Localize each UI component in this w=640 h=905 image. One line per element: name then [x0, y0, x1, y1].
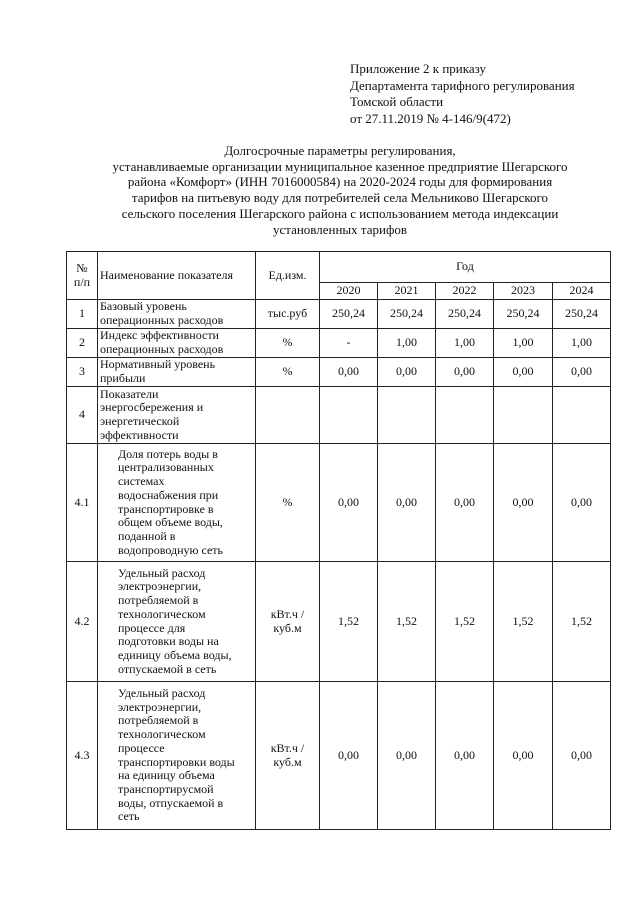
row-number: 4: [67, 387, 98, 444]
row-name-line: транспортировки воды: [118, 754, 235, 769]
row-name-line: технологическом: [118, 606, 206, 621]
table-body: [67, 252, 611, 830]
row-name-line: процессе для: [118, 620, 186, 635]
row-name-line: Базовый уровень: [100, 299, 187, 314]
table-row: [67, 300, 611, 329]
row-name-line: эффективности: [100, 427, 179, 442]
row-name-line: Индекс эффективности: [100, 328, 219, 343]
row-name-line: единицу объема воды,: [118, 647, 232, 662]
header-year: 2021: [378, 283, 436, 300]
row-number: 4.3: [67, 682, 98, 830]
title-line: устанавливаемые организации муниципальное казенное предприятие Шегарского: [112, 158, 568, 174]
row-name-line: на единицу объема: [118, 768, 215, 783]
row-value: 0,00: [436, 444, 494, 562]
row-unit: [256, 300, 320, 329]
row-name-line: поданной в: [118, 528, 176, 543]
header-num-line: п/п: [73, 274, 91, 289]
row-value: 0,00: [553, 358, 611, 387]
header-num-line: №: [76, 260, 88, 275]
row-name: [98, 358, 256, 387]
row-number: 2: [67, 329, 98, 358]
row-name-line: Нормативный уровень: [100, 357, 216, 372]
row-unit-line: %: [282, 364, 293, 379]
row-value: [320, 387, 378, 444]
row-unit-line: куб.м: [273, 754, 302, 769]
row-name-line: отпускаемой в сеть: [118, 661, 217, 676]
row-value: [378, 387, 436, 444]
row-unit: [256, 444, 320, 562]
row-name-line: потребляемой в: [118, 713, 199, 728]
row-unit: [256, 329, 320, 358]
row-name-line: централизованных: [118, 460, 214, 475]
row-value: 1,00: [436, 329, 494, 358]
row-unit-line: кВт.ч /: [270, 740, 305, 755]
row-value: 250,24: [436, 300, 494, 329]
table-row: [67, 444, 611, 562]
row-name: [98, 329, 256, 358]
row-value: [494, 387, 553, 444]
row-unit: [256, 387, 320, 444]
row-value: 1,00: [494, 329, 553, 358]
row-value: 0,00: [494, 358, 553, 387]
row-number: 1: [67, 300, 98, 329]
row-name-line: водоснабжения при: [118, 487, 219, 502]
table-row: [67, 387, 611, 444]
row-value: 1,00: [378, 329, 436, 358]
row-name-line: транспортировке в: [118, 501, 214, 516]
row-value: 0,00: [553, 444, 611, 562]
row-number: 4.1: [67, 444, 98, 562]
header-year: 2020: [320, 283, 378, 300]
row-name-line: Показатели: [100, 386, 159, 401]
row-value: 1,52: [320, 562, 378, 682]
row-name: [98, 387, 256, 444]
header-name: Наименование показателя: [98, 252, 256, 300]
row-name-line: электроэнергии,: [118, 699, 202, 714]
header-row: [67, 252, 611, 283]
row-number: 3: [67, 358, 98, 387]
table-row: [67, 562, 611, 682]
row-value: 0,00: [378, 358, 436, 387]
appendix-note: [350, 61, 575, 127]
row-name-line: потребляемой в: [118, 593, 199, 608]
row-name: [98, 562, 256, 682]
row-name-line: сеть: [118, 809, 140, 824]
header-num: [67, 252, 98, 300]
row-value: 250,24: [553, 300, 611, 329]
row-name-line: операционных расходов: [100, 313, 224, 327]
title-line: Долгосрочные параметры регулирования,: [224, 143, 456, 158]
title-line: тарифов на питьевую воду для потребителей села Мельниково Шегарского: [131, 190, 549, 206]
row-value: 0,00: [320, 682, 378, 830]
row-value: 250,24: [494, 300, 553, 329]
row-value: 250,24: [320, 300, 378, 329]
appendix-line: Томской области: [350, 94, 444, 109]
row-value: 0,00: [320, 444, 378, 562]
row-value: 0,00: [494, 444, 553, 562]
row-name-line: водопроводную сеть: [118, 542, 224, 557]
appendix-line: Департамента тарифного регулирования: [350, 77, 575, 93]
row-unit-line: куб.м: [273, 620, 302, 635]
header-year: 2022: [436, 283, 494, 300]
row-unit: [256, 358, 320, 387]
row-name: [98, 444, 256, 562]
row-name-line: воды, отпускаемой в: [118, 795, 224, 810]
appendix-line: Приложение 2 к приказу: [350, 61, 487, 76]
row-name-line: операционных расходов: [100, 342, 224, 356]
row-unit-line: %: [282, 494, 293, 509]
title-line: района «Комфорт» (ИНН 7016000584) на 2020-2024 годы для формирования: [127, 174, 553, 190]
appendix-line: от 27.11.2019 № 4-146/9(472): [350, 110, 511, 126]
row-name-line: подготовки воды на: [118, 634, 219, 649]
row-value: 1,52: [436, 562, 494, 682]
row-name-line: прибыли: [100, 371, 146, 385]
row-unit: [256, 682, 320, 830]
header-year: 2023: [494, 283, 553, 300]
row-name: [98, 300, 256, 329]
row-value: 0,00: [436, 358, 494, 387]
row-value: 0,00: [494, 682, 553, 830]
row-value: 0,00: [378, 444, 436, 562]
row-name-line: Удельный расход: [118, 685, 206, 700]
parameters-table: [66, 251, 611, 830]
row-name-line: электроэнергии,: [118, 579, 202, 594]
row-unit: [256, 562, 320, 682]
title-line: установленных тарифов: [272, 221, 408, 237]
row-name-line: транспортирусмой: [118, 781, 214, 796]
row-value: 1,52: [378, 562, 436, 682]
header-unit: Ед.изм.: [256, 252, 320, 300]
row-value: 0,00: [378, 682, 436, 830]
table-row: [67, 329, 611, 358]
row-value: 1,52: [494, 562, 553, 682]
row-value: [553, 387, 611, 444]
row-name-line: процессе: [118, 740, 165, 755]
header-year: 2024: [553, 283, 611, 300]
row-number: 4.2: [67, 562, 98, 682]
row-unit-line: кВт.ч /: [270, 606, 305, 621]
row-value: -: [320, 329, 378, 358]
row-value: 250,24: [378, 300, 436, 329]
row-name-line: технологическом: [118, 727, 206, 742]
header-year-group: Год: [320, 252, 611, 283]
row-value: 0,00: [320, 358, 378, 387]
row-value: 0,00: [436, 682, 494, 830]
row-value: [436, 387, 494, 444]
row-unit-line: %: [282, 335, 293, 350]
row-value: 1,00: [553, 329, 611, 358]
row-name-line: энергосбережения и: [100, 400, 204, 415]
table-row: [67, 358, 611, 387]
row-value: 0,00: [553, 682, 611, 830]
row-name-line: энергетической: [100, 414, 180, 428]
title-line: сельского поселения Шегарского района с использованием метода индексации: [121, 205, 559, 221]
document-title: [60, 143, 620, 237]
row-name-line: Доля потерь воды в: [118, 446, 218, 461]
table-row: [67, 682, 611, 830]
row-name-line: системах: [118, 474, 165, 489]
row-name-line: общем объеме воды,: [118, 515, 223, 530]
row-name-line: Удельный расход: [118, 565, 206, 580]
row-name: [98, 682, 256, 830]
row-value: 1,52: [553, 562, 611, 682]
row-unit-line: тыс.руб: [267, 306, 308, 321]
